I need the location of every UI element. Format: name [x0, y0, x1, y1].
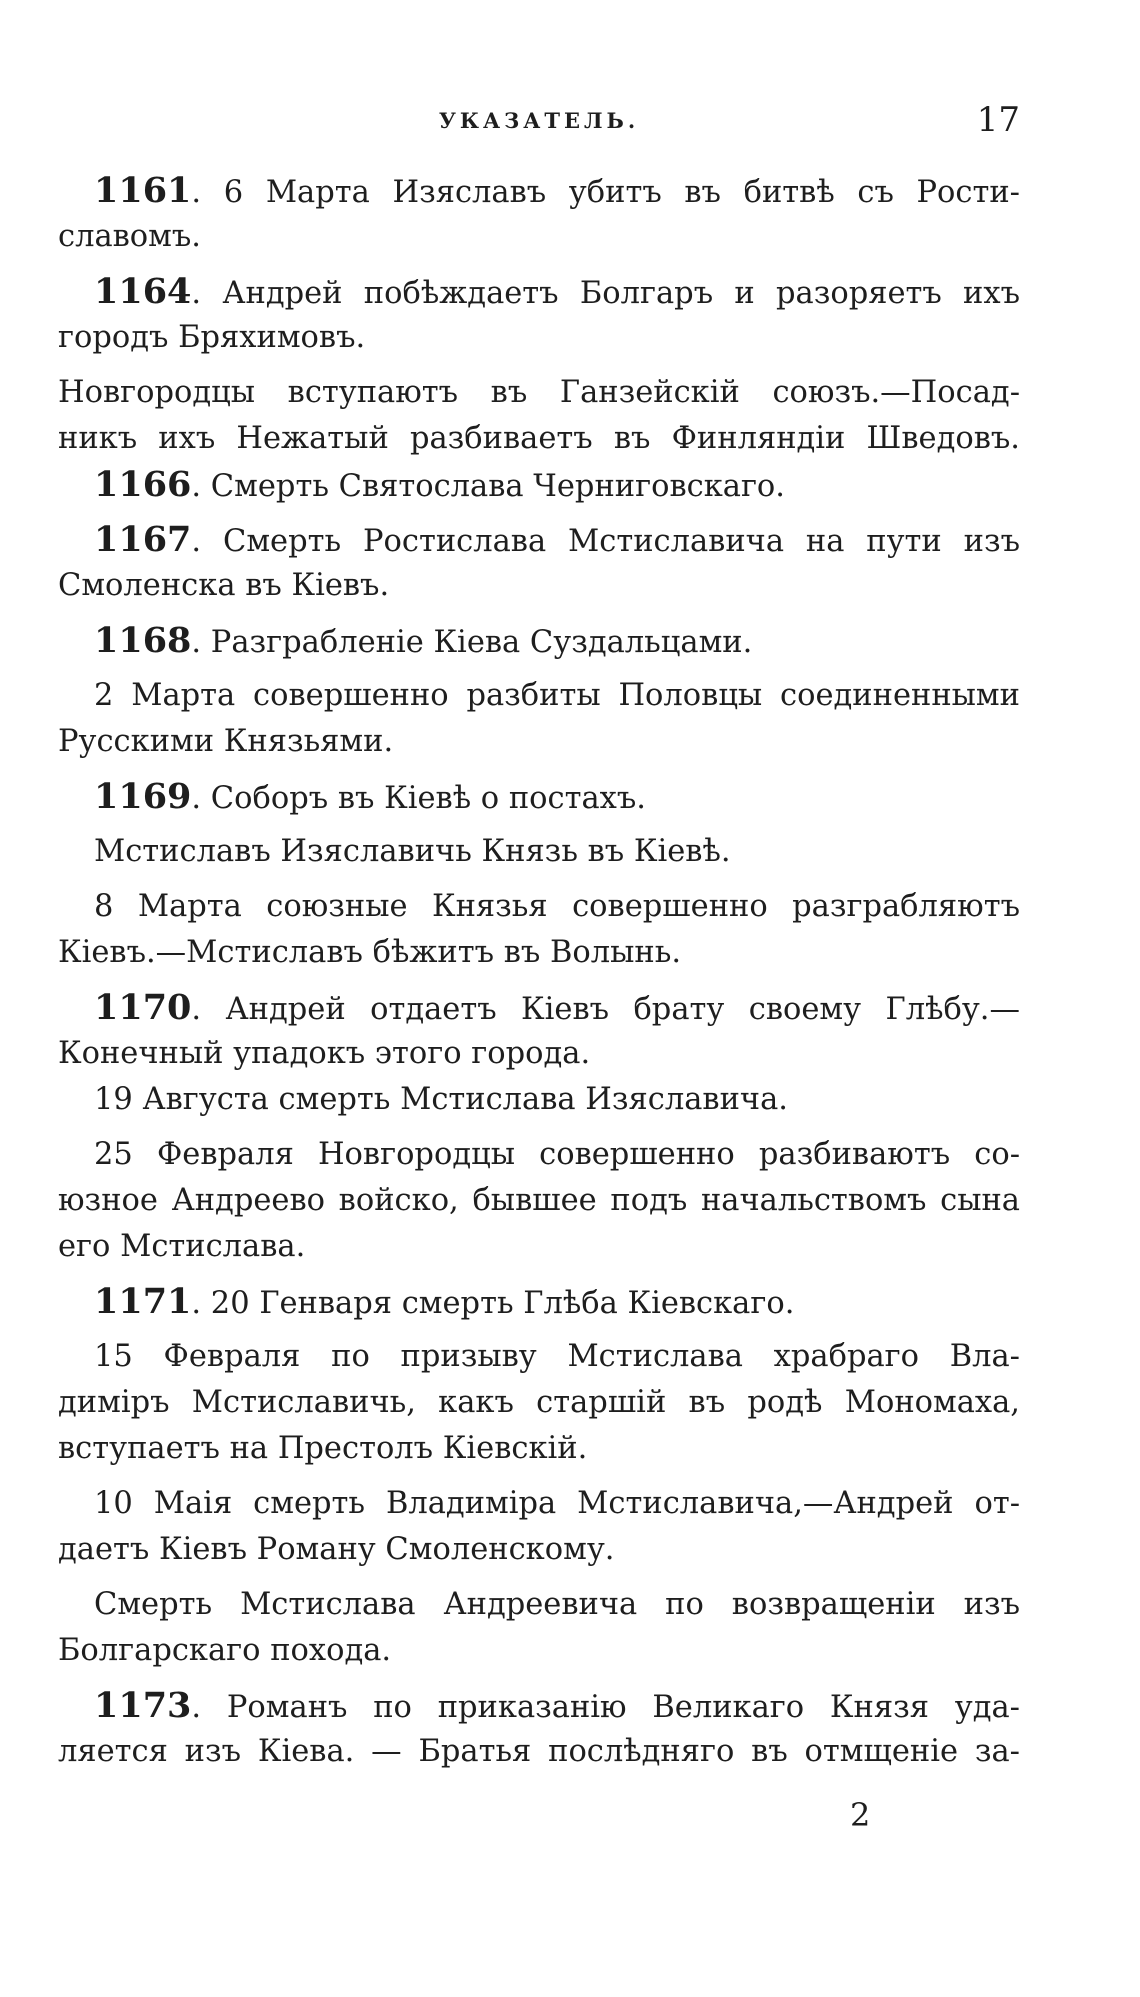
entry-1173-line-1: 1173. Романъ по приказанію Великаго Князя уда-: [94, 1685, 1020, 1726]
year-1167: 1167: [94, 519, 192, 560]
novgorod-line-2: никъ ихъ Нежатый разбиваетъ въ Финляндіи Шведовъ.: [58, 421, 1020, 456]
entry-1168-line-1: 1168. Разграбленіе Кіева Суздальцами.: [94, 620, 753, 661]
polovtsy-line-2: Русскими Князьями.: [58, 724, 394, 759]
chronology-text: [58, 168, 1020, 1775]
page-header: [58, 100, 1020, 150]
year-1166: 1166: [94, 464, 192, 505]
signature-mark: 2: [850, 1796, 871, 1834]
entry-1164-line-1: 1164. Андрей побѣждаетъ Болгаръ и разоряетъ ихъ: [94, 271, 1020, 312]
entry-1161-line-2: славомъ.: [58, 219, 201, 254]
running-title: УКАЗАТЕЛЬ.: [438, 108, 640, 133]
page-number: 17: [976, 100, 1020, 140]
year-1168: 1168: [94, 620, 192, 661]
entry-1167-line-2: Смоленска въ Кіевъ.: [58, 568, 390, 603]
year-1169: 1169: [94, 776, 192, 817]
entry-1161-line-1: 1161. 6 Марта Изяславъ убитъ въ битвѣ съ Рости-: [94, 170, 1020, 211]
feb25-line-3: его Мстислава.: [58, 1229, 306, 1264]
march8-line-1: 8 Марта союзные Князья совершенно разграбляютъ: [94, 889, 1020, 924]
march8-line-2: Кіевъ.—Мстиславъ бѣжитъ въ Волынь.: [58, 935, 682, 970]
polovtsy-line-1: 2 Марта совершенно разбиты Половцы соединенными: [94, 678, 1020, 713]
year-1164: 1164: [94, 271, 192, 312]
feb15-line-1: 15 Февраля по призыву Мстислава храбраго Вла-: [94, 1339, 1020, 1374]
entry-1170-line-1: 1170. Андрей отдаетъ Кіевъ брату своему Глѣбу.—: [94, 987, 1020, 1028]
year-1171: 1171: [94, 1281, 192, 1322]
feb25-line-2: юзное Андреево войско, бывшее подъ начальствомъ сына: [58, 1183, 1020, 1218]
entry-1170-line-2: Конечный упадокъ этого города.: [58, 1036, 591, 1071]
entry-1169-line-1: 1169. Соборъ въ Кіевѣ о постахъ.: [94, 776, 646, 817]
may10-line-2: даетъ Кіевъ Роману Смоленскому.: [58, 1532, 615, 1567]
entry-1166-line-1: 1166. Смерть Святослава Черниговскаго.: [94, 464, 785, 505]
entry-1167-line-1: 1167. Смерть Ростислава Мстиславича на пути изъ: [94, 519, 1020, 560]
aug19-line-1: 19 Августа смерть Мстислава Изяславича.: [94, 1082, 788, 1117]
feb15-line-2: диміръ Мстиславичь, какъ старшій въ родѣ Мономаха,: [58, 1385, 1020, 1420]
year-1173: 1173: [94, 1685, 192, 1726]
year-1161: 1161: [94, 170, 192, 211]
may10-line-1: 10 Маія смерть Владиміра Мстиславича,—Андрей от-: [94, 1486, 1020, 1521]
feb25-line-1: 25 Февраля Новгородцы совершенно разбиваютъ со-: [94, 1137, 1020, 1172]
mstislav-line-1: Мстиславъ Изяславичь Князь въ Кіевѣ.: [94, 834, 731, 869]
year-1170: 1170: [94, 987, 192, 1028]
entry-1171-line-1: 1171. 20 Генваря смерть Глѣба Кіевскаго.: [94, 1281, 795, 1322]
entry-1164-line-2: городъ Бряхимовъ.: [58, 320, 366, 355]
andreevich-line-1: Смерть Мстислава Андреевича по возвращеніи изъ: [94, 1587, 1020, 1622]
entry-1173-line-2: ляется изъ Кіева. — Братья послѣдняго въ отмщеніе за-: [58, 1734, 1020, 1769]
novgorod-line-1: Новгородцы вступаютъ въ Ганзейскій союзъ.—Посад-: [58, 375, 1020, 410]
andreevich-line-2: Болгарскаго похода.: [58, 1633, 392, 1668]
feb15-line-3: вступаетъ на Престолъ Кіевскій.: [58, 1431, 588, 1466]
